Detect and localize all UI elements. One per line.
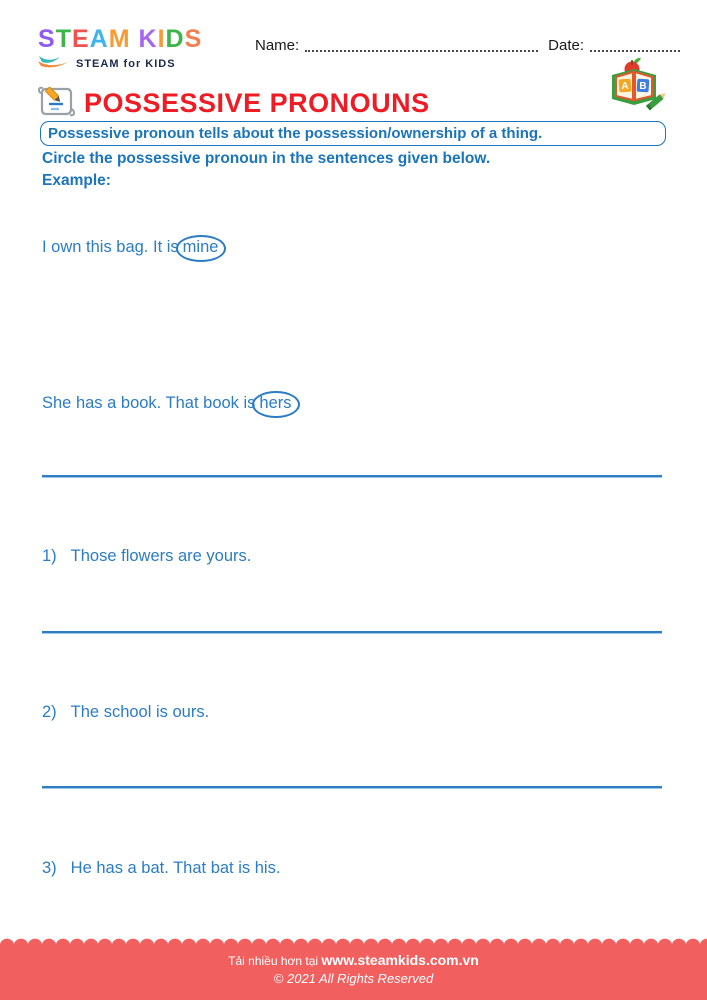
logo-letter: E [71,25,90,53]
circled-answer-hers: hers [252,391,299,418]
logo-letter [131,25,139,53]
logo-wordmark [38,26,248,52]
steamkids-logo [38,26,248,74]
definition-box [40,121,666,146]
scallop-edge [0,938,707,946]
answer-line-2[interactable] [42,631,662,634]
logo-swoosh-icon [38,53,72,74]
footer-band [0,946,707,1000]
name-date-row [255,36,680,54]
logo-letter: I [157,25,166,53]
footer [0,938,707,1000]
date-fill-line[interactable] [590,36,680,52]
name-label: Name: [255,37,300,54]
page-title: POSSESSIVE PRONOUNS [84,88,430,118]
svg-text:A: A [621,81,629,92]
logo-letter: T [55,25,72,53]
question-2 [42,703,209,722]
question-1-text: Those flowers are yours. [70,547,252,565]
name-fill-line[interactable] [305,36,538,52]
question-1 [42,547,251,566]
logo-letter: K [138,25,158,53]
answer-line-3[interactable] [42,786,662,789]
question-2-number: 2) [42,703,57,721]
instruction-text: Circle the possessive pronoun in the sentences given below. [42,150,491,167]
example-sentence-1 [42,235,226,262]
answer-line-1[interactable] [42,475,662,478]
logo-letter: S [184,25,203,53]
example-1-text: I own this bag. It is [42,238,179,256]
abc-book-icon [606,55,666,118]
logo-letter: A [89,25,109,53]
example-sentence-2 [42,391,300,418]
logo-letter: D [165,25,185,53]
question-3 [42,859,280,878]
example-label: Example: [42,172,111,189]
logo-letter: S [38,25,56,53]
date-label: Date: [548,37,585,54]
footer-more-text: Tải nhiều hơn tại [228,954,319,968]
question-3-number: 3) [42,859,57,877]
question-2-text: The school is ours. [70,703,210,721]
circled-answer-mine: mine [176,235,227,262]
question-1-number: 1) [42,547,57,565]
title-row [38,84,430,123]
footer-copyright: © 2021 All Rights Reserved [273,971,434,986]
svg-text:B: B [639,81,647,92]
pencil-paper-icon [38,84,76,123]
footer-site-link[interactable]: www.steamkids.com.vn [321,952,479,968]
example-2-text: She has a book. That book is [42,394,256,412]
definition-text: Possessive pronoun tells about the possession/ownership of a thing. [48,125,543,142]
logo-letter: M [108,25,131,53]
logo-tagline: STEAM for KIDS [76,57,176,70]
question-3-text: He has a bat. That bat is his. [70,859,281,877]
